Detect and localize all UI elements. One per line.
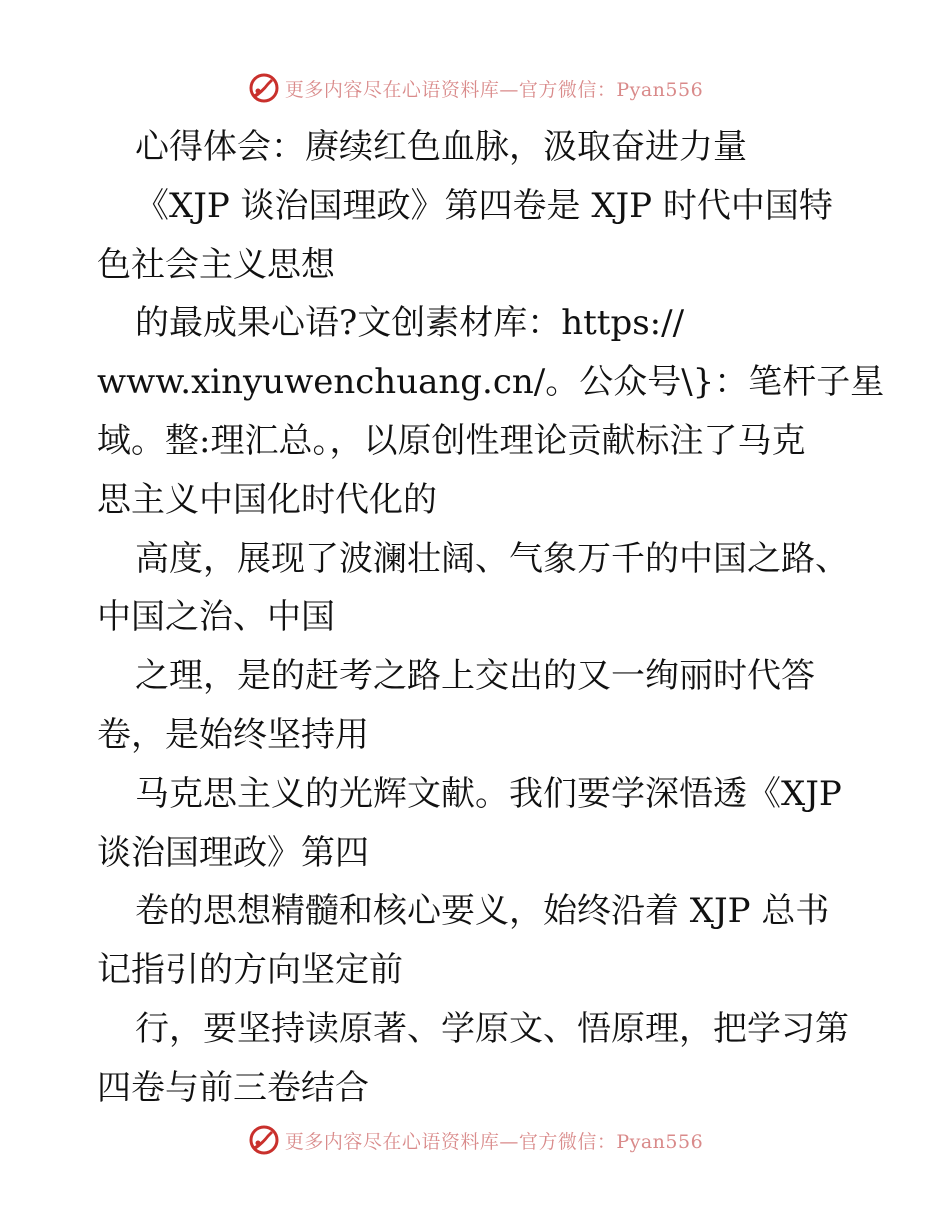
paragraph-line: 记指引的方向坚定前 — [97, 950, 403, 991]
brush-logo-icon — [247, 71, 281, 105]
paragraph-line: www.xinyuwenchuang.cn/。公众号\}：笔杆子星 — [97, 362, 885, 403]
document-body — [97, 118, 885, 1118]
paragraph-line: 四卷与前三卷结合 — [97, 1067, 369, 1108]
footer-watermark-text: 更多内容尽在心语资料库—官方微信：Pyan556 — [284, 1130, 704, 1153]
paragraph-line: 之理，是的赶考之路上交出的又一绚丽时代答 — [135, 656, 815, 697]
paragraph-line: 思主义中国化时代化的 — [97, 479, 437, 520]
paragraph-line: 谈治国理政》第四 — [97, 832, 369, 873]
brush-logo-icon — [247, 1123, 281, 1157]
header-watermark-banner — [0, 68, 950, 108]
paragraph-line: 高度，展现了波澜壮阔、气象万千的中国之路、 — [135, 538, 849, 579]
paragraph-line: 的最成果心语?文创素材库：https:// — [135, 303, 685, 344]
paragraph-line: 色社会主义思想 — [97, 244, 335, 285]
paragraph-line: 马克思主义的光辉文献。我们要学深悟透《XJP — [135, 773, 842, 814]
header-watermark-text: 更多内容尽在心语资料库—官方微信：Pyan556 — [284, 78, 704, 101]
paragraph-line: 中国之治、中国 — [97, 597, 335, 638]
paragraph-line: 《XJP 谈治国理政》第四卷是 XJP 时代中国特 — [135, 185, 833, 226]
paragraph-line: 卷的思想精髓和核心要义，始终沿着 XJP 总书 — [135, 891, 830, 932]
paragraph-line: 域。整:理汇总。，以原创性理论贡献标注了马克 — [97, 420, 806, 461]
document-title: 心得体会：赓续红色血脉，汲取奋进力量 — [135, 127, 747, 167]
footer-watermark-banner — [0, 1120, 950, 1160]
paragraph-line: 卷，是始终坚持用 — [97, 714, 369, 755]
paragraph-line: 行，要坚持读原著、学原文、悟原理，把学习第 — [135, 1008, 849, 1049]
